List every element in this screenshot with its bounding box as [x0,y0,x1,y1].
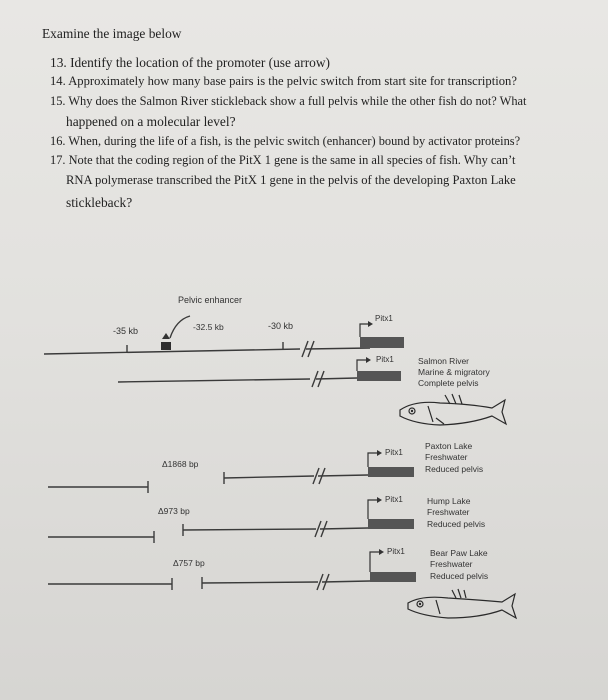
question-14: 14. Approximately how many base pairs is the pelvic switch from start site for transcription? [50,74,517,88]
question-17-end: stickleback? [66,195,133,210]
bearpaw-line-mid [202,582,318,583]
enhancer-arrowhead [162,333,170,339]
gene-box-bearpaw [370,572,416,582]
enhancer-box [161,342,171,350]
gene-label-reference: Pitx1 [375,314,393,323]
paxton-line-mid [224,476,314,478]
population-salmon-name: Salmon River [418,356,470,366]
question-13: 13. Identify the location of the promoter (use arrow) [50,55,330,70]
fish-icon-reduced-pelvis [408,589,516,618]
gene-box-salmon [357,371,401,381]
promoter-arrow-hump [368,500,377,519]
reference-line-right [306,348,370,349]
promoter-arrow-paxton [368,453,377,467]
population-bearpaw-name: Bear Paw Lake [430,548,488,558]
population-hump-name: Hump Lake [427,496,471,506]
fish-icon-complete-pelvis [400,394,506,425]
bearpaw-line-right [322,581,370,582]
population-salmon-pelvis: Complete pelvis [418,378,479,388]
gene-label-bearpaw: Pitx1 [387,547,405,556]
deletion-label-hump: Δ973 bp [158,506,190,516]
population-hump-habitat: Freshwater [427,507,470,517]
population-bearpaw-habitat: Freshwater [430,559,473,569]
gene-label-salmon: Pitx1 [376,355,394,364]
gene-label-paxton: Pitx1 [385,448,403,457]
population-paxton-name: Paxton Lake [425,441,473,451]
population-paxton-pelvis: Reduced pelvis [425,464,484,474]
population-paxton-habitat: Freshwater [425,452,468,462]
gene-box-paxton [368,467,414,477]
promoter-arrow-reference [360,324,368,337]
population-salmon-habitat: Marine & migratory [418,367,490,377]
population-bearpaw-pelvis: Reduced pelvis [430,571,489,581]
paxton-line-right [318,475,368,476]
gene-label-hump: Pitx1 [385,495,403,504]
salmon-line-left [118,379,310,382]
population-hump-pelvis: Reduced pelvis [427,519,486,529]
gene-box-hump [368,519,414,529]
hump-line-mid [183,529,316,530]
enhancer-pointer [170,316,190,338]
question-17: 17. Note that the coding region of the PitX 1 gene is the same in all species of fish. Why can’t [50,153,516,167]
salmon-line-right [316,378,357,379]
reference-line-left [44,349,300,354]
question-15-cont: happened on a molecular level? [66,114,236,129]
question-17-cont: RNA polymerase transcribed the PitX 1 gene in the pelvis of the developing Paxton Lake [66,173,516,187]
promoter-arrow-salmon [357,360,366,371]
heading: Examine the image below [42,26,182,41]
gene-boxes [357,337,416,582]
hump-line-right [320,528,368,529]
promoter-arrow-bearpaw [370,552,379,572]
label-30kb: -30 kb [268,321,294,331]
enhancer-label: Pelvic enhancer [178,295,243,305]
label-35kb: -35 kb [113,326,139,336]
deletion-label-paxton: Δ1868 bp [162,459,199,469]
question-16: 16. When, during the life of a fish, is the pelvic switch (enhancer) bound by activator proteins? [50,134,521,148]
gene-box-reference [360,337,404,348]
label-325kb: -32.5 kb [193,322,224,332]
question-15: 15. Why does the Salmon River stickleback show a full pelvis while the other fish do not? What [50,94,527,108]
deletion-label-bearpaw: Δ757 bp [173,558,205,568]
